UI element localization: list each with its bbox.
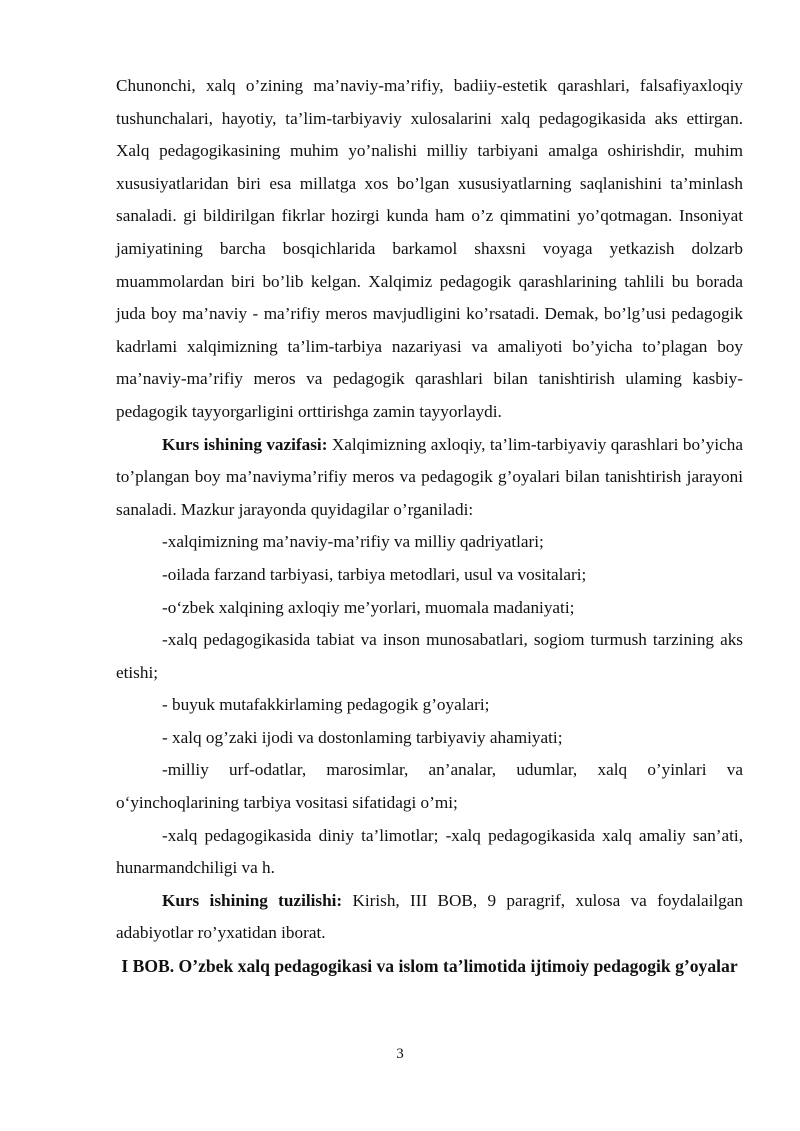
- list-item: -o‘zbek xalqining axloqiy me’yorlari, muomala madaniyati;: [162, 597, 575, 617]
- page-number: 3: [396, 1046, 404, 1062]
- list-item: -xalqimizning ma’naviy-ma’rifiy va milliy qadriyatlari;: [162, 532, 544, 552]
- paragraph-tasks: [116, 429, 743, 527]
- list-item: -oilada farzand tarbiyasi, tarbiya metodlari, usul va vositalari;: [162, 564, 587, 584]
- list-item: -xalq pedagogikasida diniy ta’limotlar; -xalq pedagogikasida xalq amaliy san’ati, hunarmandchiligi va h.: [116, 825, 743, 878]
- paragraph-intro: Chunonchi, xalq o’zining ma’naviy-ma’rifiy, badiiy-estetik qarashlari, falsafiyaxloqiy tushunchalari, hayotiy, ta’lim-tarbiyaviy xulosalarini xalq pedagogikasida aks ettirgan. Xalq pedagogikasining muhim yo’nalishi milliy tarbiyani amalga oshirishdir, muhim xususiyatlaridan biri esa millatga xos bo’lgan xususiyatlarning saqlanishini ta’minlash sanaladi. gi bildirilgan fikrlar hozirgi kunda ham o’z qimmatini yo’qotmagan. Insoniyat jamiyatining barcha bosqichlarida barkamol shaxsni voyaga yetkazish dolzarb muammolardan biri bo’lib kelgan. Xalqimiz pedagogik qarashlarining tahlili bu borada juda boy ma’naviy - ma’rifiy meros mavjudligini ko’rsatadi. Demak, bo’lg’usi pedagogik kadrlami xalqimizning ta’lim-tarbiya nazariyasi va amaliyoti bo’yicha to’plagan boy ma’naviy-ma’rifiy meros va pedagogik qarashlari bilan tanishtirish ulaming kasbiy-pedagogik tayyorgarligini orttirishga zamin tayyorlaydi.: [116, 76, 743, 421]
- list-item: - xalq og’zaki ijodi va dostonlaming tarbiyaviy ahamiyati;: [162, 727, 563, 747]
- list-item: -xalq pedagogikasida tabiat va inson munosabatlari, sogiom turmush tarzining aks etishi;: [116, 630, 743, 682]
- list-item: - buyuk mutafakkirlaming pedagogik g’oyalari;: [162, 695, 490, 715]
- tasks-label: Kurs ishining vazifasi:: [162, 434, 328, 454]
- paragraph-structure: [116, 885, 743, 950]
- tasks-text: Xalqimizning axloqiy, ta’lim-tarbiyaviy qarashlari bo’yicha to’plangan boy ma’naviyma’rifiy meros va pedagogik g’oyalari bilan tanishtirish jarayoni sanaladi. Mazkur jarayonda quyidagilar o’rganiladi:: [116, 434, 743, 519]
- structure-label: Kurs ishining tuzilishi:: [162, 890, 343, 910]
- structure-text: Kirish, III BOB, 9 paragrif, xulosa va foydalailgan adabiyotlar ro’yxatidan iborat.: [116, 890, 743, 943]
- list-item: -milliy urf-odatlar, marosimlar, an’analar, udumlar, xalq o’yinlari va o‘yinchoqlarining tarbiya vositasi sifatidagi o’mi;: [116, 760, 743, 813]
- chapter-heading: I BOB. O’zbek xalq pedagogikasi va islom ta’limotida ijtimoiy pedagogik g’oyalar: [121, 956, 738, 977]
- document-page: [116, 70, 743, 983]
